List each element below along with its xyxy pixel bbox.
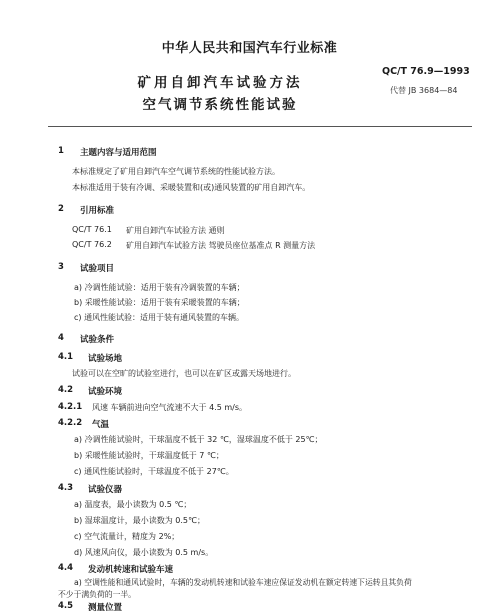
clause-4-2-1-text: 风速 车辆前进向空气流速不大于 4.5 m/s。 <box>92 403 248 412</box>
section-1-paragraph-2: 本标准适用于装有冷调、采暖装置和(或)通风装置的矿用自卸汽车。 <box>72 183 311 192</box>
section-1-paragraph-1: 本标准规定了矿用自卸汽车空气调节系统的性能试验方法。 <box>72 167 280 176</box>
clause-4-2-2-number: 4.2.2 <box>58 418 83 428</box>
speed-item-a-line2: 不少于满负荷的一半。 <box>58 590 136 599</box>
clause-4-1-text: 试验可以在空旷的试验室进行，也可以在矿区或露天场地进行。 <box>72 369 296 378</box>
clause-4-2-title: 试验环境 <box>88 387 123 397</box>
instrument-item-c: c) 空气流量计，精度为 2%； <box>74 532 180 541</box>
document-title-line1: 矿用自卸汽车试验方法 <box>137 75 303 91</box>
section-4-title: 试验条件 <box>80 335 115 345</box>
reference-2-title: 矿用自卸汽车试验方法 驾驶员座位基准点 R 测量方法 <box>126 241 316 250</box>
clause-4-1-title: 试验场地 <box>88 354 123 364</box>
speed-item-a-line1: a) 空调性能和通风试验时，车辆的发动机转速和试验车速应保证发动机在额定转速下运转且其负荷 <box>74 578 412 587</box>
temperature-item-a: a) 冷调性能试验时，干球温度不低于 32 ℃，湿球温度不低于 25℃； <box>74 435 323 444</box>
test-item-a: a) 冷调性能试验：适用于装有冷调装置的车辆； <box>74 283 245 292</box>
section-3-title: 试验项目 <box>80 264 115 274</box>
section-1-title: 主题内容与适用范围 <box>80 148 157 158</box>
instrument-item-d: d) 风速风向仪，最小读数为 0.5 m/s。 <box>74 548 214 557</box>
section-2-number: 2 <box>58 204 64 214</box>
clause-4-3-number: 4.3 <box>58 483 74 493</box>
clause-4-3-title: 试验仪器 <box>88 485 123 495</box>
section-4-number: 4 <box>58 333 64 343</box>
clause-4-4-number: 4.4 <box>58 563 74 573</box>
title-divider <box>48 126 472 127</box>
replaces-standard: 代替 JB 3684—84 <box>390 86 458 95</box>
test-item-c: c) 通风性能试验：适用于装有通风装置的车辆。 <box>74 313 245 322</box>
section-1-number: 1 <box>58 146 64 156</box>
temperature-item-c: c) 通风性能试验时，干球温度不低于 27℃。 <box>74 467 234 476</box>
clause-4-1-number: 4.1 <box>58 352 74 362</box>
clause-4-2-2-title: 气温 <box>92 420 110 430</box>
clause-4-2-1-number: 4.2.1 <box>58 402 83 412</box>
temperature-item-b: b) 采暖性能试验时，干球温度低于 7 ℃； <box>74 451 224 460</box>
section-2-title: 引用标准 <box>80 206 115 216</box>
section-3-number: 3 <box>58 262 64 272</box>
clause-4-2-number: 4.2 <box>58 385 74 395</box>
reference-2-code: QC/T 76.2 <box>72 240 112 249</box>
clause-4-5-number: 4.5 <box>58 601 74 611</box>
reference-1-code: QC/T 76.1 <box>72 225 112 234</box>
document-title-line2: 空气调节系统性能试验 <box>142 97 298 113</box>
test-item-b: b) 采暖性能试验：适用于装有采暖装置的车辆； <box>74 298 245 307</box>
instrument-item-b: b) 湿球温度计，最小读数为 0.5℃； <box>74 516 205 525</box>
standard-code: QC/T 76.9—1993 <box>382 66 470 77</box>
clause-4-5-title: 测量位置 <box>88 603 123 613</box>
reference-1-title: 矿用自卸汽车试验方法 通则 <box>126 226 225 235</box>
instrument-item-a: a) 温度表，最小读数为 0.5 ℃； <box>74 500 192 509</box>
industry-standard-header: 中华人民共和国汽车行业标准 <box>161 41 338 56</box>
clause-4-4-title: 发动机转速和试验车速 <box>88 565 174 575</box>
